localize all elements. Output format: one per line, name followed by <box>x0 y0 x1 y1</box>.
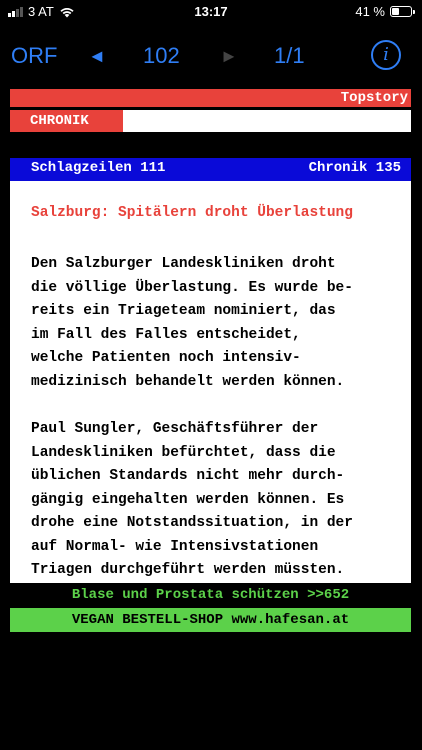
page-header-bar <box>10 158 411 181</box>
paragraph-2-line: auf Normal- wie Intensivstationen <box>31 538 319 555</box>
station-button[interactable]: ORF <box>11 43 58 68</box>
carrier-label: 3 AT <box>28 4 54 19</box>
page-number[interactable]: 102 <box>143 43 180 68</box>
article-paragraph-1 <box>31 253 353 394</box>
paragraph-2-line: Paul Sungler, Geschäftsführer der <box>31 421 319 437</box>
paragraph-2-line: gängig eingehalten werden können. Es <box>31 491 345 508</box>
status-right <box>355 4 412 19</box>
paragraph-1-line: die völlige Überlastung. Es wurde be- <box>31 279 353 296</box>
ad-link-vegan-shop[interactable]: VEGAN BESTELL-SHOP www.hafesan.at <box>10 608 411 632</box>
navigation-bar <box>0 36 422 76</box>
subpage-indicator[interactable]: 1/1 <box>274 43 305 68</box>
chronik-link[interactable]: Chronik 135 <box>308 160 401 176</box>
clock: 13:17 <box>194 4 228 19</box>
paragraph-2-line: üblichen Standards nicht mehr durch- <box>31 468 345 484</box>
paragraph-1-line: welche Patienten noch intensiv- <box>31 350 301 366</box>
article-content <box>10 181 411 583</box>
topstory-bar[interactable] <box>10 89 411 107</box>
paragraph-2-line: Triagen durchgeführt werden müssten. <box>31 562 345 578</box>
paragraph-1-line: Den Salzburger Landeskliniken droht <box>31 256 336 272</box>
paragraph-2-line: Landeskliniken befürchtet, dass die <box>31 444 336 461</box>
topstory-label: Topstory <box>340 90 408 106</box>
paragraph-1-line: medizinisch behandelt werden können. <box>31 373 345 390</box>
headlines-link[interactable]: Schlagzeilen 111 <box>31 160 166 176</box>
section-label: CHRONIK <box>10 110 123 132</box>
paragraph-1-line: im Fall des Falles entscheidet, <box>31 326 301 343</box>
section-bar <box>10 110 411 132</box>
article-paragraph-2 <box>31 418 353 583</box>
paragraph-2-line: drohe eine Notstandssituation, in der <box>31 515 353 531</box>
section-fill <box>123 112 401 130</box>
status-bar <box>0 0 422 24</box>
article-headline: Salzburg: Spitälern droht Überlastung <box>31 205 353 221</box>
next-page-icon[interactable]: ► <box>220 46 238 66</box>
info-icon[interactable]: i <box>371 40 401 70</box>
ad-link-prostata[interactable]: Blase und Prostata schützen >>652 <box>71 587 350 603</box>
battery-icon <box>390 6 412 17</box>
battery-percent: 41 % <box>355 4 385 19</box>
paragraph-1-line: reits ein Triageteam nominiert, das <box>31 303 336 319</box>
previous-page-icon[interactable]: ◄ <box>88 46 106 66</box>
